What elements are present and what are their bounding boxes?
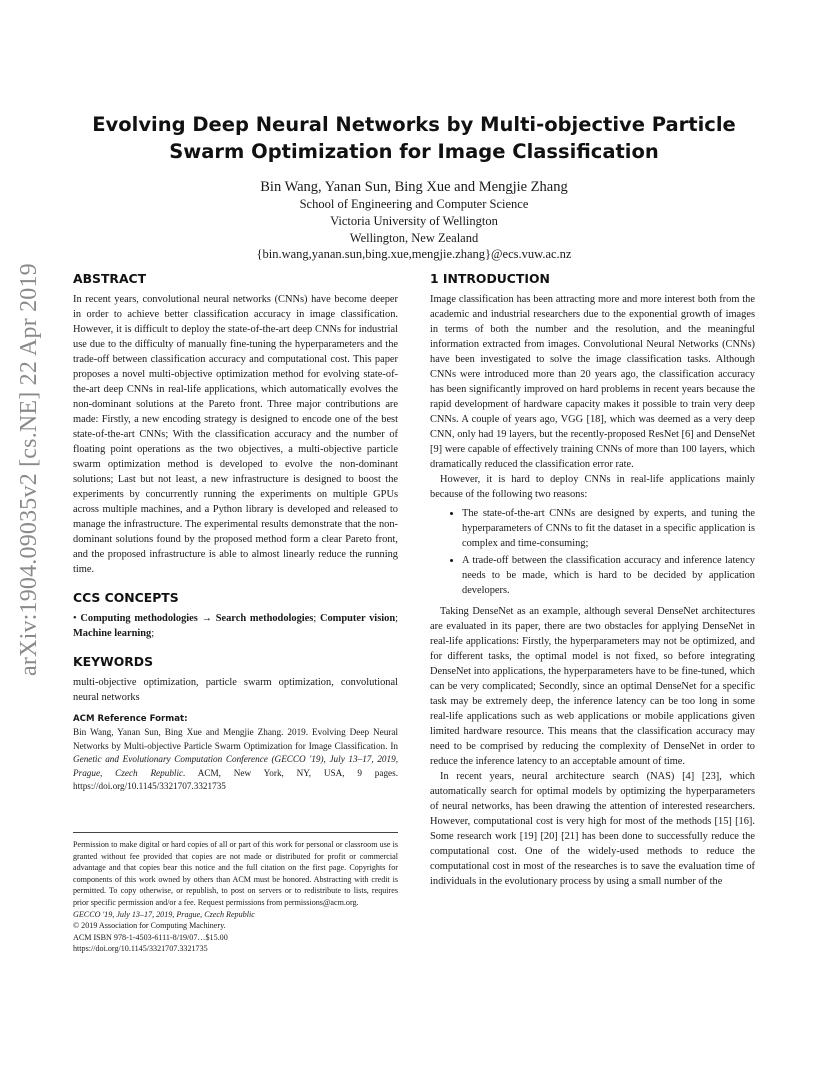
ccs-separator: ; [395, 613, 398, 624]
abstract-heading: ABSTRACT [73, 271, 147, 286]
left-column [73, 270, 398, 794]
intro-paragraph-4: In recent years, neural architecture search (NAS) [4] [23], which automatically search for optimal models by optimizing the hyperparameters of neural networks, has been drawing the attention of interested researchers. However, computational cost is very high for most of the methods [15] [16]. Some research work [19] [20] [21] has been done to successfully reduce the computational cost. One of the widely-used methods to reduce the computational cost in most of the researches is to save the evaluation time of individuals in the evolutionary process by using a small number of the [430, 771, 755, 887]
ccs-search-methodologies: Search methodologies [215, 613, 314, 624]
ccs-bullet: • [73, 613, 77, 624]
ccs-computer-vision: Computer vision [319, 613, 396, 624]
acm-reference-venue: Genetic and Evolutionary Computation Conference (GECCO '19), July 13–17, 2019, Prague, Czech Republic. [73, 754, 398, 778]
arxiv-stamp: arXiv:1904.09035v2 [cs.NE] 22 Apr 2019 [16, 263, 42, 676]
affiliation-emails: {bin.wang,yanan.sun,bing.xue,mengjie.zhang}@ecs.vuw.ac.nz [256, 247, 572, 262]
keywords-heading: KEYWORDS [73, 654, 153, 669]
keywords-text: multi-objective optimization, particle swarm optimization, convolutional neural networks [73, 677, 398, 703]
affiliation-location: Wellington, New Zealand [349, 230, 479, 245]
list-item: • A trade-off between the classification accuracy and inference latency needs to be made, which is hard to be decided by application developers. [462, 553, 755, 598]
abstract-text: In recent years, convolutional neural networks (CNNs) have become deeper in order to achieve better classification accuracy in image classification. However, it is difficult to deploy the state-of-the-art deep CNNs for industrial use due to the difficulty of manually fine-tuning the hyperparameters and the trade-off between classification accuracy and computational cost. This paper proposes a novel multi-objective optimization method for evolving state-of-the-art deep CNNs in real-life applications, which automatically evolves the non-dominant solutions at the Pareto front. Three major contributions are made: Firstly, a new encoding strategy is designed to encode one of the best state-of-the-art CNNs; With the classification accuracy and the number of floating point operations as the two objectives, a multi-objective particle swarm optimization method is developed to evolve the non-dominant solutions; Last but not least, a new infrastructure is designed to boost the experiments by concurrently running the experiments on multiple GPUs across multiple machines, and a Python library is developed and released to manage the infrastructure. The experimental results demonstrate that the non-dominant solutions found by the proposed method form a clear Pareto front, and the proposed infrastructure is able to almost linearly reduce the running time. [73, 294, 398, 575]
right-column [430, 270, 755, 889]
acm-reference-text [73, 726, 398, 794]
acm-reference-heading: ACM Reference Format: [73, 714, 188, 724]
doi-line: https://doi.org/10.1145/3321707.3321735 [73, 944, 208, 954]
affiliation [60, 196, 768, 263]
permission-notice: Permission to make digital or hard copies of all or part of this work for personal or classroom use is granted without fee provided that copies are not made or distributed for profit or commercial advantage and that copies bear this notice and the full citation on the first page. Copyrights for components of this work owned by others than ACM must be honored. Abstracting with credit is permitted. To copy otherwise, or republish, to post on servers or to redistribute to lists, requires prior specific permission and/or a fee. Request permissions from permissions@acm.org. [73, 840, 398, 907]
intro-paragraph-2: However, it is hard to deploy CNNs in real-life applications mainly because of the following two reasons: [430, 474, 755, 500]
ccs-separator: ; [313, 613, 320, 624]
ccs-machine-learning: Machine learning [73, 628, 152, 639]
acm-reference-part-2: ACM, New York, NY, USA, 9 pages. https://doi.org/10.1145/3321707.3321735 [73, 767, 398, 792]
affiliation-school: School of Engineering and Computer Science [299, 197, 529, 211]
ccs-arrow: → [197, 613, 216, 624]
acm-reference-part-1: Bin Wang, Yanan Sun, Bing Xue and Mengjie Zhang. 2019. Evolving Deep Neural Networks by Multi-objective Particle Swarm Optimization for Image Classification. In [73, 727, 398, 751]
ccs-computing-methodologies: Computing methodologies [80, 613, 198, 624]
intro-bullet-list [430, 506, 755, 598]
footnote-rule [73, 832, 398, 833]
intro-paragraph-1: Image classification has been attracting more and more interest both from the academic and industrial researchers due to the exponential growth of images in terms of both the number and the resolution, and the meaningful information extracted from images. Convolutional Neural Networks (CNNs) have been investigated to solve the image classification tasks. Although CNNs were introduced more than 20 years ago, the classification accuracy has been significantly improved on hard problems in recent years because the rapid development of hardware capacity makes it possible to train very deep CNNs. A couple of years ago, VGG [18], which was deemed as a very deep CNN, only had 19 layers, but the recently-proposed ResNet [6] and DenseNet [9] were capable of effectively training CNNs of more than 100 layers, which dramatically reduced the classification error rate. [430, 294, 755, 470]
introduction-heading: 1 INTRODUCTION [430, 271, 550, 286]
title-line-1: Evolving Deep Neural Networks by Multi-objective Particle [92, 113, 736, 136]
title-line-2: Swarm Optimization for Image Classification [169, 140, 659, 163]
conference-line: GECCO '19, July 13–17, 2019, Prague, Czech Republic [73, 909, 255, 919]
isbn-line: ACM ISBN 978-1-4503-6111-8/19/07…$15.00 [73, 932, 228, 942]
affiliation-university: Victoria University of Wellington [330, 213, 498, 228]
authors: Bin Wang, Yanan Sun, Bing Xue and Mengjie Zhang [260, 179, 568, 195]
copyright-line: © 2019 Association for Computing Machinery. [73, 921, 226, 931]
ccs-concepts [73, 611, 398, 641]
ccs-end: ; [151, 628, 155, 639]
list-item: • The state-of-the-art CNNs are designed by experts, and tuning the hyperparameters of CNNs to fit the dataset in a specific application is complex and time-consuming; [462, 506, 755, 551]
copyright-footnote [73, 839, 398, 955]
paper-title [60, 111, 768, 165]
intro-paragraph-3: Taking DenseNet as an example, although several DenseNet architectures are evaluated in its paper, there are two obstacles for applying DenseNet in real-life applications: Firstly, the hyperparameters may not be optimized, and for different tasks, the optimal model is not fixed, so before integrating DenseNet into applications, the hyperparameters have to be fine-tuned, which can be very complicated; Secondly, since an optimal DenseNet for a specific task may be extremely deep, the inference latency can be too long in some real-life applications such as web applications or mobile applications given limited hardware resource. This means that the classification accuracy may need to be comprised by reducing the complexity of DenseNet in order to reduce the inference latency to an acceptable amount of time. [430, 606, 755, 767]
ccs-heading: CCS CONCEPTS [73, 590, 179, 605]
